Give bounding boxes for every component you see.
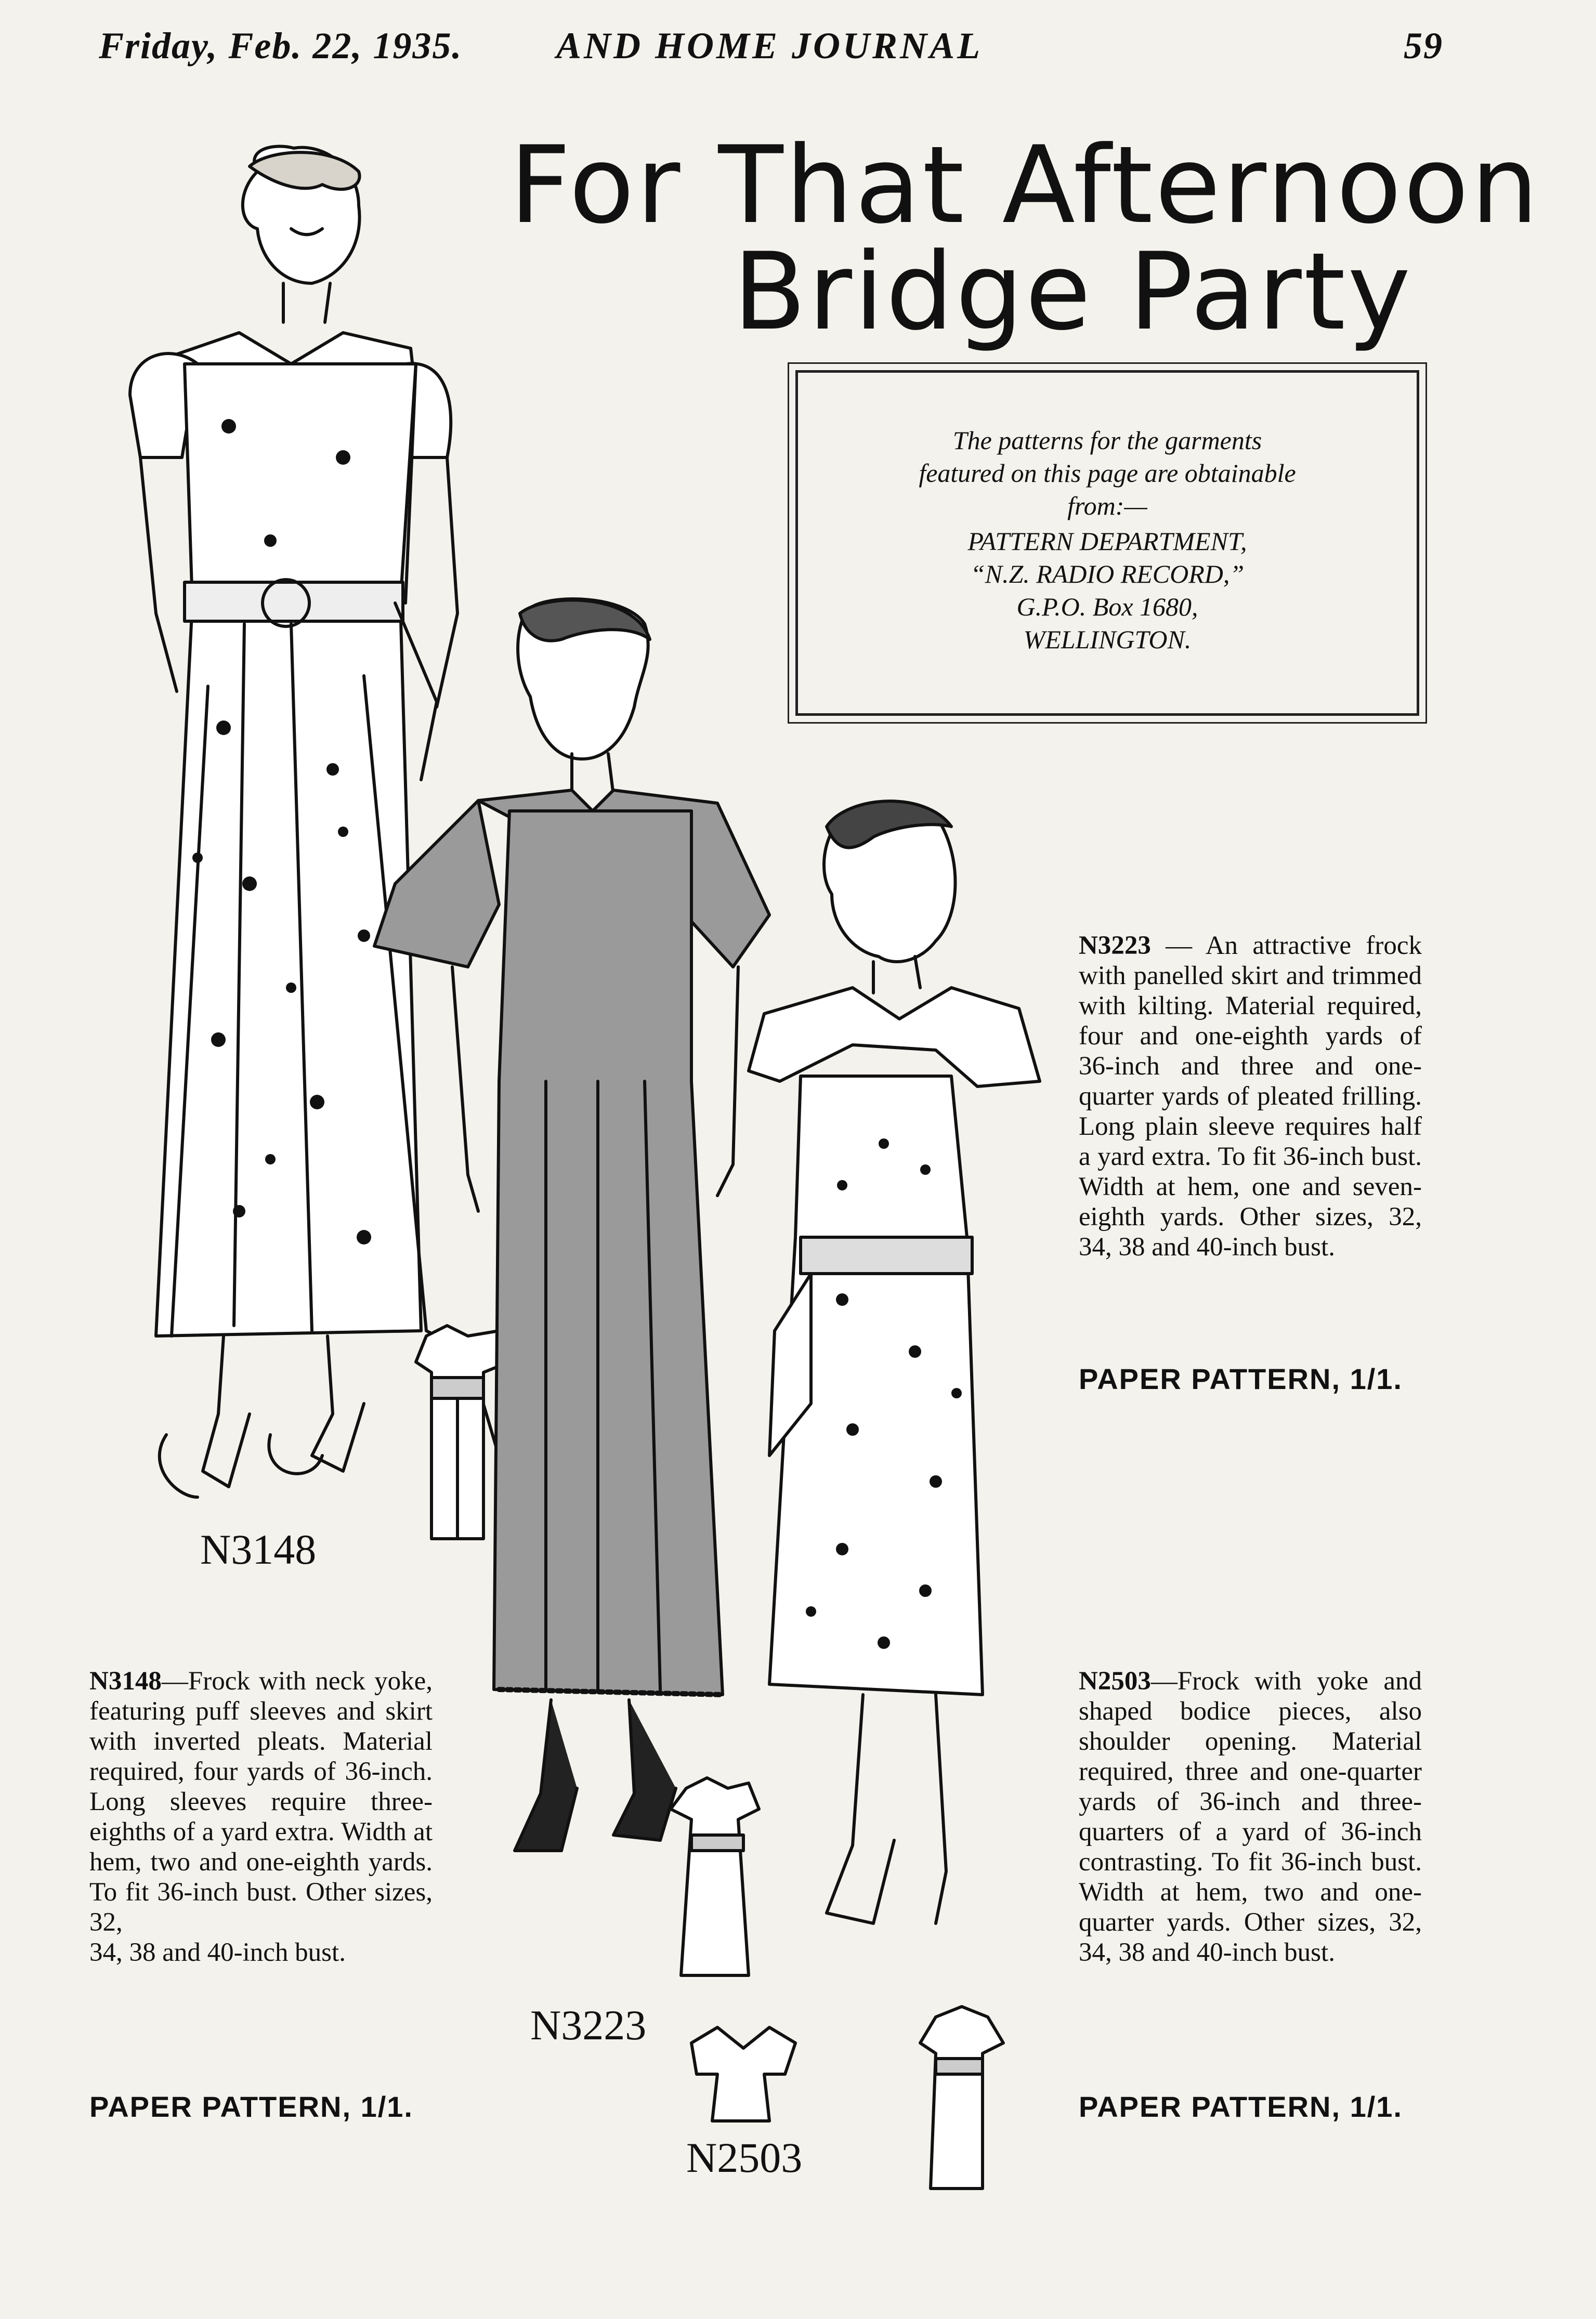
pattern-description-n3223	[1079, 931, 1422, 1262]
figure-n2503	[749, 801, 1040, 1923]
paper-pattern-price: PAPER PATTERN, 1/1.	[1079, 2090, 1403, 2123]
pattern-text: —Frock with yoke and shaped bodice pieces, also shoulder opening. Material required, three and one-quarter yards of 36-inch and three-quarters of a yard of 36-inch contrasting. To fit 36-inch bust. Width at hem, two and one-quarter yards. Other sizes, 32,	[1079, 1667, 1422, 1937]
paper-pattern-price: PAPER PATTERN, 1/1.	[89, 2090, 413, 2123]
pattern-description-n2503	[1079, 1666, 1422, 1968]
flat-sketch-n3223	[671, 1778, 759, 1975]
notice-line: featured on this page are obtainable	[919, 458, 1296, 488]
figure-n3148	[130, 146, 509, 1497]
notice-line: The patterns for the garments	[952, 426, 1262, 455]
page-title-line-2: Bridge Party	[733, 230, 1413, 354]
notice-line: PATTERN DEPARTMENT,	[967, 527, 1247, 556]
notice-line: WELLINGTON.	[1023, 625, 1192, 654]
page-title-line-1: For That Afternoon	[509, 124, 1541, 247]
pattern-sizes: 34, 38 and 40-inch bust.	[1079, 1938, 1335, 1967]
page-number: 59	[1404, 25, 1443, 67]
notice-line: from:—	[1067, 491, 1147, 520]
pattern-code: N3148	[89, 1667, 162, 1696]
pattern-text: — An attractive frock with panelled skirt and trimmed with kilting. Material required, four and one-eighth yards of 36-inch and three and one-quarter yards of pleated frilling. Long plain sleeve requires half a yard extra. To fit 36-inch bust. Width at hem, one and seven-eighth yards. Other sizes, 32,	[1079, 931, 1422, 1231]
flat-sketch-n2503	[691, 2027, 795, 2121]
pattern-sizes: 34, 38 and 40-inch bust.	[1079, 1233, 1335, 1262]
notice-line: G.P.O. Box 1680,	[1016, 592, 1198, 621]
flat-sketch-n2503-back	[920, 2007, 1003, 2189]
pattern-text: —Frock with neck yoke, featuring puff sleeves and skirt with inverted pleats. Material required, four yards of 36-inch. Long sleeves require three-eighths of a yard extra. Width at hem, two and one-eighth yards. To fit 36-inch bust. Other sizes, 32,	[89, 1667, 433, 1937]
issue-date: Friday, Feb. 22, 1935.	[99, 25, 463, 67]
pattern-label-n3223: N3223	[530, 2001, 647, 2049]
pattern-sizes: 34, 38 and 40-inch bust.	[89, 1938, 346, 1967]
pattern-label-n2503: N2503	[686, 2134, 803, 2181]
pattern-code: N3223	[1079, 931, 1151, 960]
pattern-notice-box	[795, 370, 1419, 716]
paper-pattern-price: PAPER PATTERN, 1/1.	[1079, 1362, 1403, 1395]
pattern-label-n3148: N3148	[200, 1526, 317, 1573]
figure-n3223	[374, 599, 769, 1851]
pattern-description-n3148	[89, 1666, 433, 1968]
pattern-code: N2503	[1079, 1667, 1151, 1696]
journal-name: AND HOME JOURNAL	[556, 25, 983, 67]
notice-line: “N.Z. RADIO RECORD,”	[970, 559, 1245, 588]
